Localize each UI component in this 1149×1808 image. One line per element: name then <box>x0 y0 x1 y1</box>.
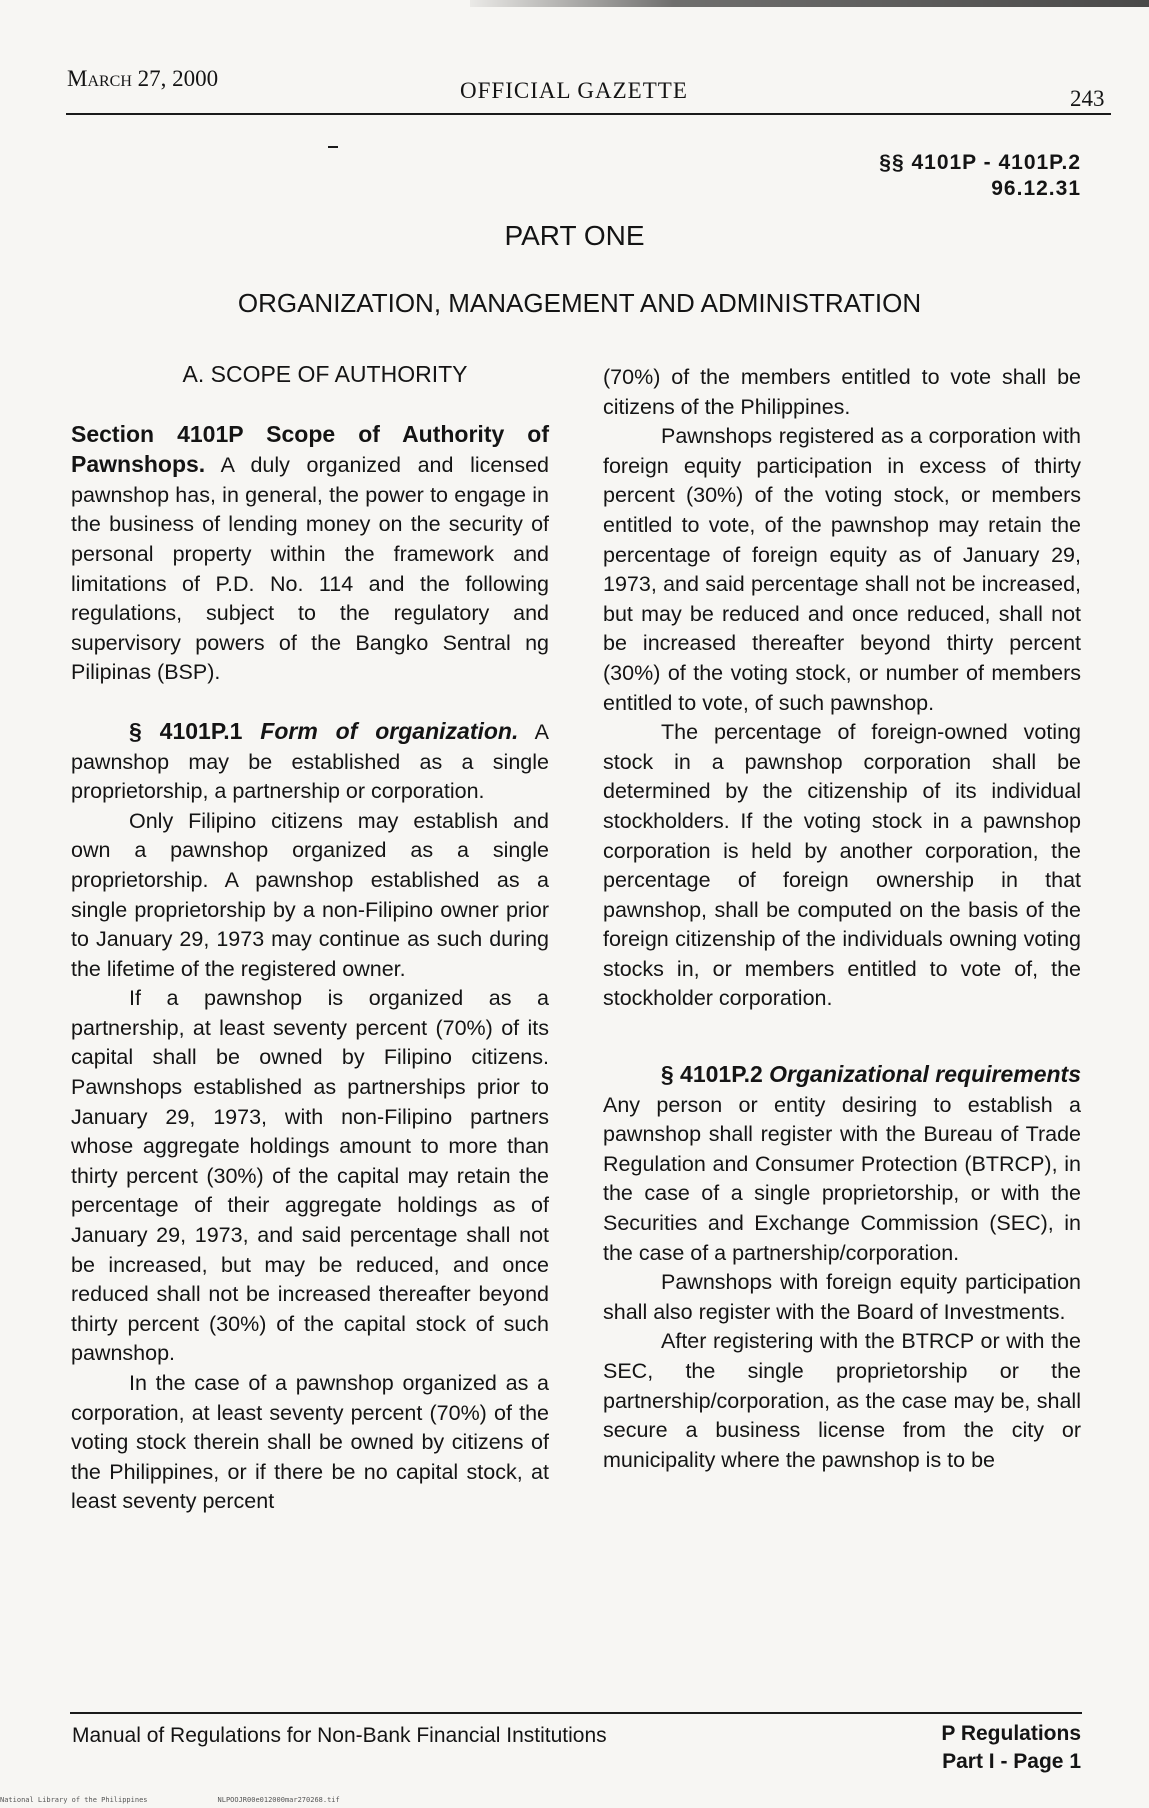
archive-stamp <box>0 1796 410 1804</box>
footer-rule <box>70 1712 1082 1714</box>
section-4101p-title: Section 4101P Scope of Authority of Pawnshops. <box>71 420 549 478</box>
board-of-investments-paragraph: Pawnshops with foreign equity participation shall also register with the Board of Investments. <box>603 1270 1081 1324</box>
partnership-paragraph: If a pawnshop is organized as a partnership, at least seventy percent (70%) of its capital shall be owned by Filipino citizens. Pawnshops established as partnerships prior to January 29, 1973, with non-Filipino partners whose aggregate holdings amount to more than thirty percent (30%) of the capital may retain the percentage of their aggregate holdings as of January 29, 1973, and said percentage shall not be increased, but may be reduced, and once reduced shall not be increased thereafter beyond thirty percent (30%) of the capital stock of such pawnshop. <box>71 986 549 1366</box>
left-column <box>71 360 549 1517</box>
page-number: 243 <box>1070 86 1105 111</box>
gazette-date: March 27, 2000 <box>67 66 219 91</box>
section-range: §§ 4101P - 4101P.2 <box>879 151 1081 174</box>
right-column <box>603 363 1081 1475</box>
scope-heading: A. SCOPE OF AUTHORITY <box>182 361 468 387</box>
regulation-label: P Regulations <box>941 1722 1081 1745</box>
section-4101p1-title: Form of organization. <box>260 717 519 744</box>
footer-page-ref <box>941 1720 1081 1776</box>
section-4101p-paragraph <box>71 420 549 688</box>
section-4101p1-body: A pawnshop may be established as a single proprietorship, a partnership or corporation. <box>71 719 549 804</box>
corporation-paragraph: In the case of a pawnshop organized as a corporation, at least seventy percent (70%) of the voting stock therein shall be owned by citizens of the Philippines, or if there be no capital stock, at least seventy percent <box>71 1371 549 1514</box>
manual-title: Manual of Regulations for Non-Bank Financial Institutions <box>72 1724 607 1747</box>
section-date-code: 96.12.31 <box>991 177 1081 200</box>
part-subtitle: ORGANIZATION, MANAGEMENT AND ADMINISTRATION <box>237 288 922 318</box>
proprietorship-paragraph: Only Filipino citizens may establish and own a pawnshop organized as a single proprietorship. A pawnshop established as a single proprietorship by a non-Filipino owner prior to January 29, 1973 may continue as such during the lifetime of the registered owner. <box>71 808 549 981</box>
continued-paragraph: (70%) of the members entitled to vote shall be citizens of the Philippines. <box>603 365 1081 419</box>
section-4101p1-number: § 4101P.1 <box>129 717 261 744</box>
business-license-paragraph: After registering with the BTRCP or with the SEC, the single proprietorship or the partnership/corporation, as the case may be, shall secure a business license from the city or municipality where the pawnshop is to be <box>603 1329 1081 1472</box>
registration-paragraph: Any person or entity desiring to establish a pawnshop shall register with the Bureau of Trade Regulation and Consumer Protection (BTRCP), in the case of a single proprietorship, or with the Securities and Exchange Commission (SEC), in the case of a partnership/corporation. <box>603 1092 1081 1265</box>
archive-library: National Library of the Philippines <box>0 1796 148 1804</box>
section-reference <box>879 150 1081 202</box>
header-mark <box>328 146 338 148</box>
section-4101p1-paragraph <box>71 717 549 807</box>
scan-edge-artifact <box>470 0 1149 7</box>
section-4101p2-title: Organizational requirements <box>769 1061 1081 1088</box>
foreign-equity-paragraph: Pawnshops registered as a corporation with foreign equity participation in excess of thirty percent (30%) of the voting stock, or members entitled to vote, of the pawnshop may retain the percentage of foreign equity as of January 29, 1973, and said percentage shall not be increased, but may be reduced and once reduced, shall not be increased thereafter beyond thirty percent (30%) of the voting stock, or number of members entitled to vote, of such pawnshop. <box>603 424 1081 715</box>
section-4101p-body: A duly organized and licensed pawnshop has, in general, the power to engage in the business of lending money on the security of personal property within the framework and limitations of P.D. No. 114 and the following regulations, subject to the regulatory and supervisory powers of the Bangko Sentral ng Pilipinas (BSP). <box>71 453 549 685</box>
header-rule <box>66 113 1111 115</box>
foreign-ownership-paragraph: The percentage of foreign-owned voting stock in a pawnshop corporation shall be determined by the citizenship of its individual stockholders. If the voting stock in a pawnshop corporation is held by another corporation, the percentage of foreign ownership in that pawnshop, shall be computed on the basis of the foreign citizenship of the individuals owning voting stocks in, or members entitled to vote of, the stockholder corporation. <box>603 720 1081 1011</box>
publication-title: OFFICIAL GAZETTE <box>460 78 688 103</box>
section-4101p2-heading <box>603 1060 1081 1091</box>
section-4101p2-number: § 4101P.2 <box>660 1061 770 1088</box>
part-page-label: Part I - Page 1 <box>942 1750 1081 1773</box>
archive-file: NLPOOJR00e012000mar270268.tif <box>217 1796 340 1804</box>
part-title: PART ONE <box>504 220 645 251</box>
